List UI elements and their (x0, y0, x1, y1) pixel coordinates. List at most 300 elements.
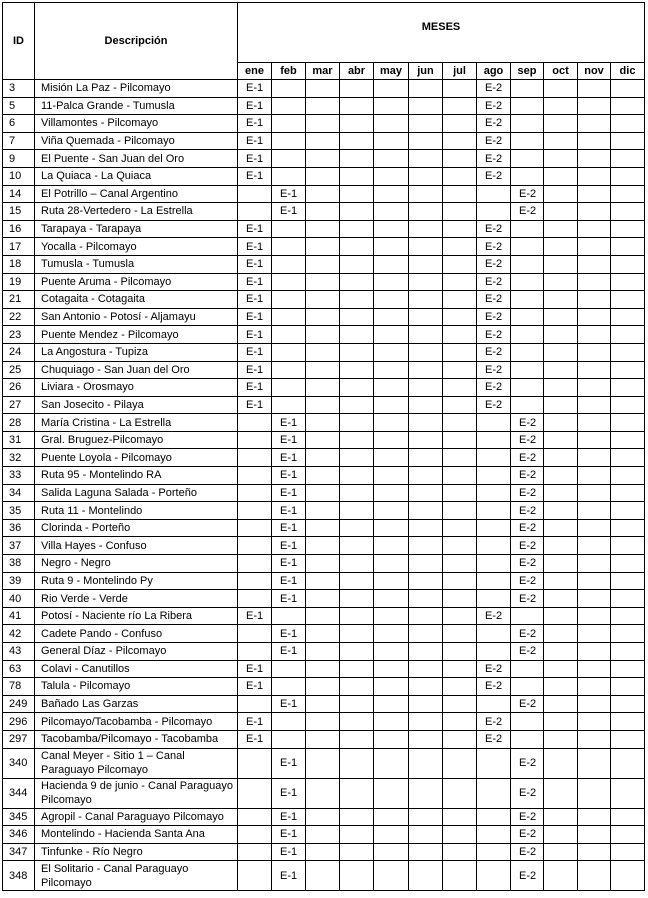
month-header-jul: jul (443, 63, 477, 80)
month-cell-dic (611, 748, 645, 778)
month-cell-mar (306, 808, 340, 826)
month-cell-jul (443, 537, 477, 555)
month-cell-sep (511, 97, 544, 115)
month-cell-dic (611, 555, 645, 573)
row-description: Ruta 11 - Montelindo (35, 502, 238, 520)
month-cell-mar (306, 607, 340, 625)
month-cell-ago: E-2 (477, 97, 511, 115)
month-cell-mar (306, 132, 340, 150)
row-description: Clorinda - Porteño (35, 519, 238, 537)
month-cell-jun (409, 861, 443, 891)
month-cell-jun (409, 449, 443, 467)
month-cell-oct (544, 132, 578, 150)
table-row (3, 730, 645, 748)
month-cell-feb: E-1 (272, 414, 306, 432)
month-cell-dic (611, 449, 645, 467)
month-cell-dic (611, 255, 645, 273)
month-cell-ago (477, 778, 511, 808)
month-cell-feb: E-1 (272, 449, 306, 467)
month-cell-feb (272, 607, 306, 625)
month-cell-may (374, 414, 409, 432)
month-cell-jul (443, 326, 477, 344)
month-cell-mar (306, 150, 340, 168)
month-cell-may (374, 748, 409, 778)
month-cell-feb: E-1 (272, 643, 306, 661)
month-cell-jun (409, 572, 443, 590)
month-cell-dic (611, 150, 645, 168)
month-cell-may (374, 449, 409, 467)
month-cell-sep (511, 607, 544, 625)
month-cell-abr (340, 607, 374, 625)
month-cell-dic (611, 730, 645, 748)
month-header-mar: mar (306, 63, 340, 80)
month-cell-jun (409, 695, 443, 713)
month-cell-jun (409, 778, 443, 808)
month-cell-dic (611, 625, 645, 643)
table-row (3, 379, 645, 397)
row-id: 249 (3, 695, 35, 713)
month-cell-nov (578, 826, 611, 844)
month-cell-nov (578, 502, 611, 520)
month-cell-jun (409, 502, 443, 520)
month-cell-jun (409, 203, 443, 221)
table-row (3, 273, 645, 291)
month-cell-mar (306, 660, 340, 678)
month-cell-abr (340, 748, 374, 778)
month-cell-dic (611, 80, 645, 98)
month-cell-jun (409, 431, 443, 449)
month-cell-may (374, 185, 409, 203)
month-cell-may (374, 132, 409, 150)
table-row (3, 361, 645, 379)
month-cell-jul (443, 555, 477, 573)
month-cell-sep (511, 291, 544, 309)
month-cell-nov (578, 132, 611, 150)
month-cell-abr (340, 238, 374, 256)
row-description: Colavi - Canutillos (35, 660, 238, 678)
month-cell-ene: E-1 (238, 115, 272, 133)
month-cell-ago (477, 625, 511, 643)
month-cell-jul (443, 449, 477, 467)
row-id: 37 (3, 537, 35, 555)
month-cell-ene (238, 808, 272, 826)
month-cell-feb: E-1 (272, 843, 306, 861)
month-cell-ene (238, 625, 272, 643)
month-cell-ago (477, 861, 511, 891)
month-cell-abr (340, 220, 374, 238)
row-id: 347 (3, 843, 35, 861)
row-id: 345 (3, 808, 35, 826)
month-cell-mar (306, 861, 340, 891)
row-id: 5 (3, 97, 35, 115)
month-cell-jun (409, 414, 443, 432)
month-cell-jul (443, 590, 477, 608)
month-cell-ago: E-2 (477, 132, 511, 150)
month-cell-nov (578, 185, 611, 203)
month-cell-ene: E-1 (238, 343, 272, 361)
month-cell-ago (477, 449, 511, 467)
month-cell-ago: E-2 (477, 115, 511, 133)
month-cell-mar (306, 843, 340, 861)
month-cell-dic (611, 502, 645, 520)
table-row (3, 396, 645, 414)
month-cell-feb (272, 361, 306, 379)
table-row (3, 185, 645, 203)
month-cell-ene: E-1 (238, 255, 272, 273)
month-cell-ago (477, 467, 511, 485)
month-cell-feb: E-1 (272, 537, 306, 555)
month-cell-ago (477, 537, 511, 555)
month-cell-abr (340, 414, 374, 432)
month-cell-ene: E-1 (238, 730, 272, 748)
month-cell-jul (443, 861, 477, 891)
month-cell-ene (238, 778, 272, 808)
month-cell-mar (306, 97, 340, 115)
month-cell-feb (272, 132, 306, 150)
month-cell-mar (306, 291, 340, 309)
month-cell-ago (477, 826, 511, 844)
month-cell-oct (544, 643, 578, 661)
row-id: 19 (3, 273, 35, 291)
row-description: Villa Hayes - Confuso (35, 537, 238, 555)
month-cell-jul (443, 132, 477, 150)
month-cell-nov (578, 273, 611, 291)
month-cell-mar (306, 590, 340, 608)
month-header-may: may (374, 63, 409, 80)
table-row (3, 660, 645, 678)
month-cell-dic (611, 843, 645, 861)
month-cell-abr (340, 396, 374, 414)
table-row (3, 97, 645, 115)
month-header-feb: feb (272, 63, 306, 80)
table-row (3, 537, 645, 555)
month-cell-oct (544, 695, 578, 713)
month-cell-ene (238, 590, 272, 608)
month-cell-jun (409, 361, 443, 379)
row-description: San Josecito - Pilaya (35, 396, 238, 414)
month-cell-abr (340, 695, 374, 713)
month-cell-feb: E-1 (272, 519, 306, 537)
month-cell-mar (306, 778, 340, 808)
table-row (3, 778, 645, 808)
row-id: 9 (3, 150, 35, 168)
row-description: Salida Laguna Salada - Porteño (35, 484, 238, 502)
month-cell-feb (272, 660, 306, 678)
month-cell-may (374, 431, 409, 449)
month-cell-nov (578, 484, 611, 502)
month-cell-ago: E-2 (477, 238, 511, 256)
month-cell-abr (340, 361, 374, 379)
month-cell-dic (611, 590, 645, 608)
month-cell-may (374, 826, 409, 844)
month-cell-mar (306, 449, 340, 467)
table-row (3, 484, 645, 502)
month-cell-jun (409, 132, 443, 150)
month-cell-sep (511, 660, 544, 678)
month-cell-may (374, 326, 409, 344)
row-id: 10 (3, 167, 35, 185)
row-description: La Angostura - Tupiza (35, 343, 238, 361)
month-cell-jul (443, 414, 477, 432)
month-cell-ago (477, 502, 511, 520)
month-cell-may (374, 695, 409, 713)
month-cell-ago: E-2 (477, 291, 511, 309)
month-cell-ago: E-2 (477, 343, 511, 361)
month-cell-ene: E-1 (238, 291, 272, 309)
month-cell-jun (409, 97, 443, 115)
month-cell-dic (611, 643, 645, 661)
month-cell-may (374, 80, 409, 98)
month-cell-oct (544, 80, 578, 98)
month-cell-may (374, 361, 409, 379)
month-cell-ago (477, 414, 511, 432)
row-description: General Díaz - Pilcomayo (35, 643, 238, 661)
row-description: Tarapaya - Tarapaya (35, 220, 238, 238)
row-id: 33 (3, 467, 35, 485)
month-cell-abr (340, 808, 374, 826)
month-cell-sep (511, 273, 544, 291)
month-cell-ene (238, 572, 272, 590)
row-id: 6 (3, 115, 35, 133)
month-cell-abr (340, 467, 374, 485)
month-cell-abr (340, 826, 374, 844)
month-cell-may (374, 678, 409, 696)
month-cell-sep (511, 326, 544, 344)
row-id: 296 (3, 713, 35, 731)
month-cell-jul (443, 519, 477, 537)
table-row (3, 150, 645, 168)
row-description: Talula - Pilcomayo (35, 678, 238, 696)
month-cell-may (374, 255, 409, 273)
month-cell-nov (578, 308, 611, 326)
row-description: El Puente - San Juan del Oro (35, 150, 238, 168)
month-cell-oct (544, 625, 578, 643)
month-cell-jul (443, 308, 477, 326)
month-cell-may (374, 308, 409, 326)
month-cell-abr (340, 678, 374, 696)
month-cell-sep: E-2 (511, 467, 544, 485)
month-cell-ago: E-2 (477, 308, 511, 326)
month-cell-feb (272, 273, 306, 291)
month-cell-feb: E-1 (272, 502, 306, 520)
month-cell-ago: E-2 (477, 167, 511, 185)
row-id: 3 (3, 80, 35, 98)
month-cell-ene (238, 843, 272, 861)
month-cell-jun (409, 150, 443, 168)
month-cell-dic (611, 379, 645, 397)
month-cell-oct (544, 308, 578, 326)
month-cell-mar (306, 308, 340, 326)
month-cell-jul (443, 150, 477, 168)
table-row (3, 291, 645, 309)
month-cell-oct (544, 467, 578, 485)
row-description: Cadete Pando - Confuso (35, 625, 238, 643)
month-cell-dic (611, 185, 645, 203)
month-cell-mar (306, 115, 340, 133)
month-cell-mar (306, 519, 340, 537)
month-cell-dic (611, 713, 645, 731)
month-cell-feb (272, 326, 306, 344)
month-cell-sep (511, 308, 544, 326)
month-cell-ene (238, 555, 272, 573)
month-cell-oct (544, 115, 578, 133)
month-cell-ene (238, 203, 272, 221)
month-cell-abr (340, 185, 374, 203)
month-cell-sep: E-2 (511, 778, 544, 808)
month-cell-sep: E-2 (511, 431, 544, 449)
month-cell-may (374, 843, 409, 861)
month-cell-mar (306, 678, 340, 696)
row-id: 15 (3, 203, 35, 221)
month-cell-oct (544, 343, 578, 361)
row-id: 14 (3, 185, 35, 203)
month-cell-feb (272, 80, 306, 98)
month-cell-ene: E-1 (238, 273, 272, 291)
month-cell-abr (340, 643, 374, 661)
month-cell-jul (443, 396, 477, 414)
month-cell-jul (443, 502, 477, 520)
month-cell-ene (238, 861, 272, 891)
month-cell-jul (443, 115, 477, 133)
row-description: El Potrillo – Canal Argentino (35, 185, 238, 203)
month-cell-sep (511, 132, 544, 150)
description-header: Descripción (35, 3, 238, 80)
month-cell-abr (340, 115, 374, 133)
month-cell-jun (409, 519, 443, 537)
month-cell-jul (443, 572, 477, 590)
month-cell-jul (443, 713, 477, 731)
row-description: Tinfunke - Río Negro (35, 843, 238, 861)
row-id: 39 (3, 572, 35, 590)
month-cell-may (374, 519, 409, 537)
month-cell-feb (272, 220, 306, 238)
month-cell-ene (238, 643, 272, 661)
row-description: Montelindo - Hacienda Santa Ana (35, 826, 238, 844)
month-cell-abr (340, 861, 374, 891)
month-cell-mar (306, 379, 340, 397)
row-description: Canal Meyer - Sitio 1 – Canal Paraguayo Pilcomayo (35, 748, 238, 778)
month-cell-sep (511, 238, 544, 256)
month-cell-sep: E-2 (511, 572, 544, 590)
months-group-header: MESES (238, 3, 645, 63)
month-cell-jun (409, 678, 443, 696)
month-cell-nov (578, 625, 611, 643)
table-row (3, 572, 645, 590)
month-cell-dic (611, 115, 645, 133)
row-description: Gral. Bruguez-Pilcomayo (35, 431, 238, 449)
month-cell-mar (306, 572, 340, 590)
month-cell-oct (544, 678, 578, 696)
month-cell-jun (409, 238, 443, 256)
row-description: La Quiaca - La Quiaca (35, 167, 238, 185)
row-description: María Cristina - La Estrella (35, 414, 238, 432)
month-cell-ene (238, 502, 272, 520)
month-cell-nov (578, 80, 611, 98)
month-cell-nov (578, 695, 611, 713)
month-cell-may (374, 115, 409, 133)
month-cell-jun (409, 291, 443, 309)
month-cell-may (374, 607, 409, 625)
month-cell-mar (306, 80, 340, 98)
row-id: 348 (3, 861, 35, 891)
row-id: 31 (3, 431, 35, 449)
month-cell-abr (340, 379, 374, 397)
month-cell-abr (340, 843, 374, 861)
month-cell-oct (544, 502, 578, 520)
month-cell-mar (306, 826, 340, 844)
month-cell-jul (443, 643, 477, 661)
month-cell-ene (238, 748, 272, 778)
row-description: Tumusla - Tumusla (35, 255, 238, 273)
month-cell-oct (544, 150, 578, 168)
table-row (3, 590, 645, 608)
row-description: San Antonio - Potosí - Aljamayu (35, 308, 238, 326)
month-cell-nov (578, 607, 611, 625)
month-cell-jun (409, 826, 443, 844)
month-cell-may (374, 502, 409, 520)
month-cell-abr (340, 449, 374, 467)
month-cell-ago: E-2 (477, 326, 511, 344)
month-cell-dic (611, 695, 645, 713)
row-description: Potosí - Naciente río La Ribera (35, 607, 238, 625)
month-cell-abr (340, 590, 374, 608)
month-cell-jul (443, 778, 477, 808)
month-cell-feb (272, 291, 306, 309)
row-description: Negro - Negro (35, 555, 238, 573)
month-cell-abr (340, 572, 374, 590)
month-cell-may (374, 396, 409, 414)
month-cell-nov (578, 361, 611, 379)
month-cell-mar (306, 167, 340, 185)
month-cell-nov (578, 572, 611, 590)
table-row (3, 678, 645, 696)
row-description: Yocalla - Pilcomayo (35, 238, 238, 256)
month-cell-dic (611, 167, 645, 185)
month-cell-mar (306, 238, 340, 256)
month-cell-ago (477, 590, 511, 608)
month-cell-ene: E-1 (238, 308, 272, 326)
month-cell-sep: E-2 (511, 203, 544, 221)
month-cell-sep: E-2 (511, 625, 544, 643)
month-cell-jun (409, 255, 443, 273)
month-cell-ago: E-2 (477, 220, 511, 238)
month-cell-ago (477, 643, 511, 661)
month-cell-jun (409, 220, 443, 238)
row-description: Villamontes - Pilcomayo (35, 115, 238, 133)
month-cell-jul (443, 343, 477, 361)
row-id: 17 (3, 238, 35, 256)
month-cell-jul (443, 730, 477, 748)
month-cell-feb (272, 115, 306, 133)
month-cell-ago (477, 519, 511, 537)
month-cell-may (374, 537, 409, 555)
month-cell-ago (477, 484, 511, 502)
month-cell-ago (477, 808, 511, 826)
month-cell-ago (477, 695, 511, 713)
month-cell-feb (272, 255, 306, 273)
month-cell-dic (611, 203, 645, 221)
row-id: 28 (3, 414, 35, 432)
table-row (3, 449, 645, 467)
month-cell-abr (340, 625, 374, 643)
month-cell-sep: E-2 (511, 643, 544, 661)
row-id: 35 (3, 502, 35, 520)
month-cell-nov (578, 115, 611, 133)
month-cell-sep (511, 80, 544, 98)
month-cell-jul (443, 203, 477, 221)
month-cell-sep (511, 220, 544, 238)
month-cell-may (374, 730, 409, 748)
